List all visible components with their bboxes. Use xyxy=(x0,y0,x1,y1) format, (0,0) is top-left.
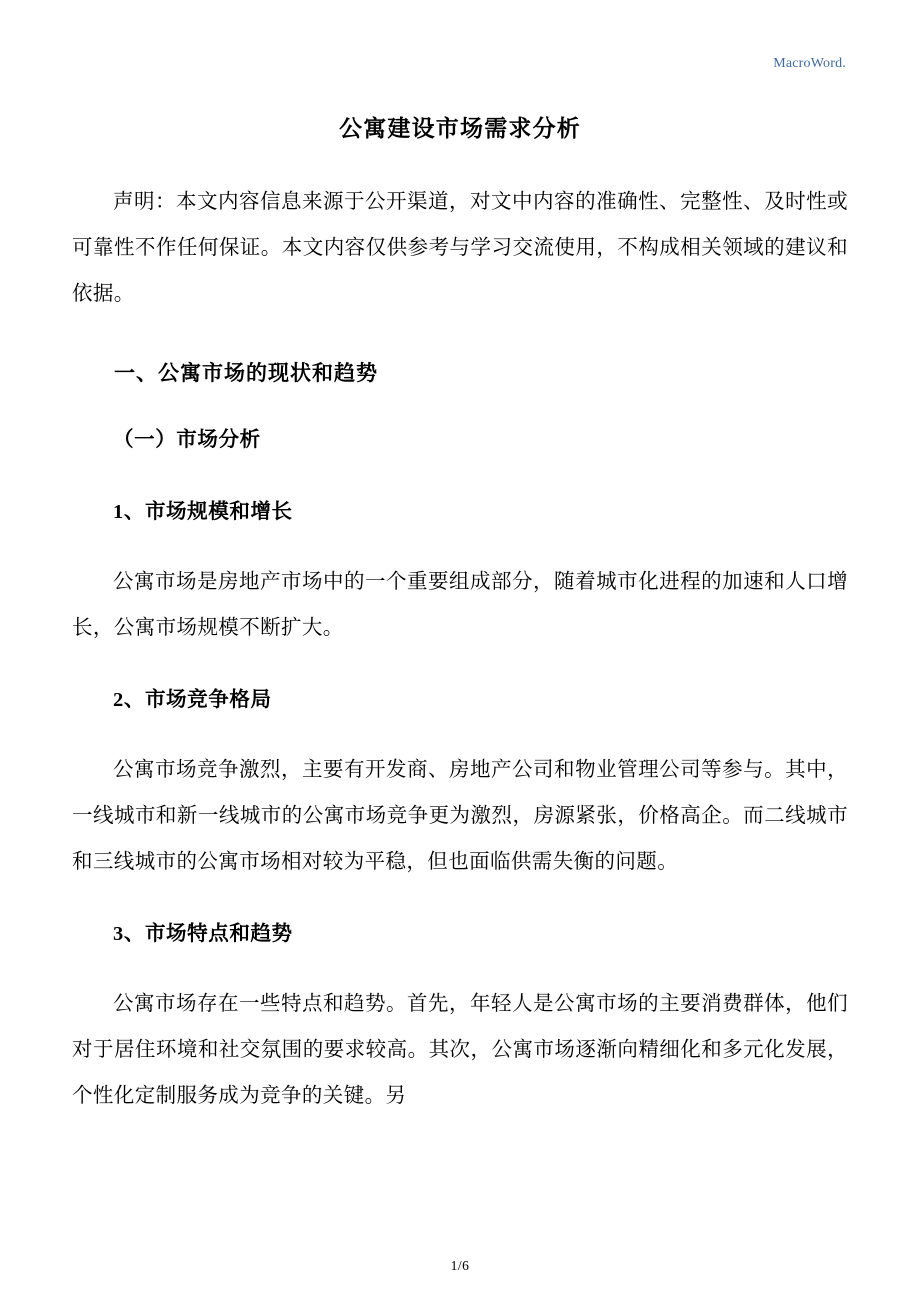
item-paragraph-1: 公寓市场是房地产市场中的一个重要组成部分，随着城市化进程的加速和人口增长，公寓市场规模不断扩大。 xyxy=(72,571,848,639)
brand-watermark: MacroWord. xyxy=(773,56,846,71)
item-paragraph-3: 公寓市场存在一些特点和趋势。首先，年轻人是公寓市场的主要消费群体，他们对于居住环境和社交氛围的要求较高。其次，公寓市场逐渐向精细化和多元化发展，个性化定制服务成为竞争的关键。另 xyxy=(72,993,848,1107)
item-heading-3: 3、市场特点和趋势 xyxy=(113,923,293,945)
footer-page-total: 6 xyxy=(462,1258,470,1273)
item-heading-2: 2、市场竞争格局 xyxy=(113,689,272,711)
page-title: 公寓建设市场需求分析 xyxy=(339,115,581,141)
footer-separator: / xyxy=(457,1258,463,1273)
item-heading-1: 1、市场规模和增长 xyxy=(113,501,293,523)
page-footer xyxy=(0,1258,920,1274)
subsection-heading-1: （一）市场分析 xyxy=(113,429,261,451)
disclaimer-paragraph: 声明：本文内容信息来源于公开渠道，对文中内容的准确性、完整性、及时性或可靠性不作任何保证。本文内容仅供参考与学习交流使用，不构成相关领域的建议和依据。 xyxy=(72,191,848,305)
footer-page-number: 1 xyxy=(450,1258,458,1273)
section-heading-1: 一、公寓市场的现状和趋势 xyxy=(114,362,378,385)
item-paragraph-2: 公寓市场竞争激烈，主要有开发商、房地产公司和物业管理公司等参与。其中，一线城市和新一线城市的公寓市场竞争更为激烈，房源紧张，价格高企。而二线城市和三线城市的公寓市场相对较为平稳，但也面临供需失衡的问题。 xyxy=(72,759,848,873)
